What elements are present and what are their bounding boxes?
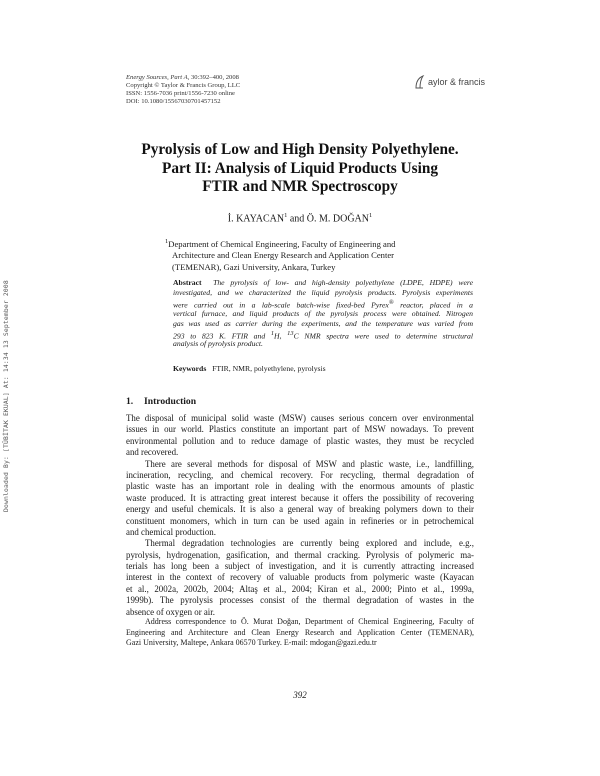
footnote-line: Gazi University, Maltepe, Ankara 06570 Turkey. E-mail: mdogan@gazi.edu.tr — [126, 638, 377, 648]
abstract-line: vertical furnace, and liquid products of the pyrolysis process were obtained. Nitrogen — [173, 308, 473, 318]
body-line: pyrolysis, hydrogenation, gasification, and thermal cracking. Pyrolysis of polymeric ma- — [126, 549, 474, 560]
author-1: İ. KAYACAN — [227, 213, 285, 225]
body-line: et al., 2002a, 2002b, 2004; Altaş et al., 2004; Kiran et al., 2000; Pinto et al., 1999a, — [126, 583, 474, 594]
keywords-label: Keywords — [173, 364, 207, 373]
issn-line: ISSN: 1556-7036 print/1556-7230 online — [126, 90, 235, 97]
section-heading — [126, 396, 196, 407]
author-1-affil-mark: 1 — [284, 212, 288, 219]
body-line: The disposal of municipal solid waste (MSW) causes serious concern over environmental — [126, 413, 474, 423]
abstract-line: investigated, and we characterized the liquid pyrolysis products. Pyrolysis experiments — [173, 288, 473, 298]
journal-name: Energy Sources, Part A — [126, 74, 188, 81]
author-2: Ö. M. DOĞAN — [306, 213, 369, 225]
abstract-line: Abstract The pyrolysis of low- and high-density polyethylene (LDPE, HDPE) were — [173, 278, 473, 287]
journal-volume: , 30:392–400, 2008 — [187, 74, 239, 81]
abstract-line: were carried out in a lab-scale batch-wise fixed-bed Pyrex® reactor, placed in a — [173, 299, 473, 310]
body-line: Thermal degradation technologies are currently being explored and include, e.g., — [145, 538, 474, 549]
download-stamp: Downloaded By: [TÜBİTAK EKUAL] At: 14:34 13 September 2008 — [2, 280, 10, 512]
body-line: issues in our world. Plastics constitute an important part of MSW nowadays. To prevent — [126, 424, 474, 435]
author-2-affil-mark: 1 — [369, 212, 373, 219]
keywords — [173, 364, 326, 373]
body-line: interest in the context of recovery of valuable products from polymeric waste (Kayacan — [126, 572, 474, 583]
footnote-line: Address correspondence to Ö. Murat Doğan, Department of Chemical Engineering, Faculty of — [145, 617, 474, 626]
page-number: 392 — [293, 690, 307, 700]
abstract-label: Abstract — [173, 278, 202, 287]
affiliation-line-2: Architecture and Clean Energy Research and Application Center — [172, 250, 395, 261]
body-line: plastic waste has an important role in dealing with the enormous amounts of plastic — [126, 481, 474, 492]
affiliation-line-3: (TEMENAR), Gazi University, Ankara, Turkey — [172, 261, 336, 272]
affiliation-line-1: $^1$Department of Chemical Engineering, Faculty of Engineering and — [165, 238, 396, 249]
title-line-2: Part II: Analysis of Liquid Products Using — [162, 159, 438, 177]
affiliation-mark: 1 — [165, 238, 169, 245]
correspondence-footnote — [126, 617, 474, 649]
publisher-logo-icon — [414, 74, 426, 90]
section-title: Introduction — [144, 396, 197, 407]
body-line: There are several methods for disposal of MSW and plastic waste, i.e., landfilling, — [145, 458, 474, 469]
abstract-line: 293 to 823 K. FTIR and $^1$H, $^{13}$C NMR spectra were used to determine structural — [173, 329, 473, 341]
title-line-3: FTIR and NMR Spectroscopy — [202, 178, 398, 195]
abstract — [173, 278, 473, 349]
paper-title — [126, 141, 474, 197]
affiliation — [165, 236, 465, 273]
author-list — [126, 212, 474, 224]
body-line: constituent monomers, which in turn can be used again in refineries or in petrochemical — [126, 515, 474, 526]
section-number: 1. — [126, 396, 134, 407]
author-conjunction: and — [287, 213, 307, 225]
publisher-logo — [414, 74, 494, 98]
keywords-text: FTIR, NMR, polyethylene, pyrolysis — [212, 364, 326, 373]
body-line: terials has long been a subject of investigation, and it is currently attracting increased — [126, 561, 474, 572]
abstract-line: analysis of pyrolysis product. — [173, 339, 263, 349]
title-line-1: Pyrolysis of Low and High Density Polyethylene. — [141, 141, 459, 158]
footnote-line: Engineering and Architecture and Clean Energy Research and Application Center (TEMENAR), — [126, 627, 474, 637]
journal-meta — [126, 74, 240, 106]
doi-line: DOI: 10.1080/15567030701457152 — [126, 98, 221, 105]
body-line: absence of oxygen or air. — [126, 606, 215, 617]
body-line: incineration, recycling, and chemical recovery. For recycling, thermal degradation of — [126, 469, 474, 480]
publisher-logo-text: aylor & francis — [428, 77, 486, 87]
body-text — [126, 413, 474, 618]
body-line: waste produced. It is attracting great interest because it offers the possibility of recovering — [126, 492, 474, 503]
journal-citation — [126, 74, 240, 82]
body-line: energy and useful chemicals. It is also a general way of breaking polymers down to their — [126, 504, 474, 515]
abstract-line: gas was used as carrier during the experiments, and the temperature was varied from — [173, 318, 473, 328]
copyright-line: Copyright © Taylor & Francis Group, LLC — [126, 82, 241, 89]
body-line: 1999b). The pyrolysis processes consist of the thermal degradation of wastes in the — [126, 595, 474, 606]
body-line: and chemical production. — [126, 526, 216, 537]
body-line: and recovered. — [126, 447, 179, 458]
body-line: environmental pollution and to reduce damage of plastic wastes, they must be recycled — [126, 435, 474, 446]
